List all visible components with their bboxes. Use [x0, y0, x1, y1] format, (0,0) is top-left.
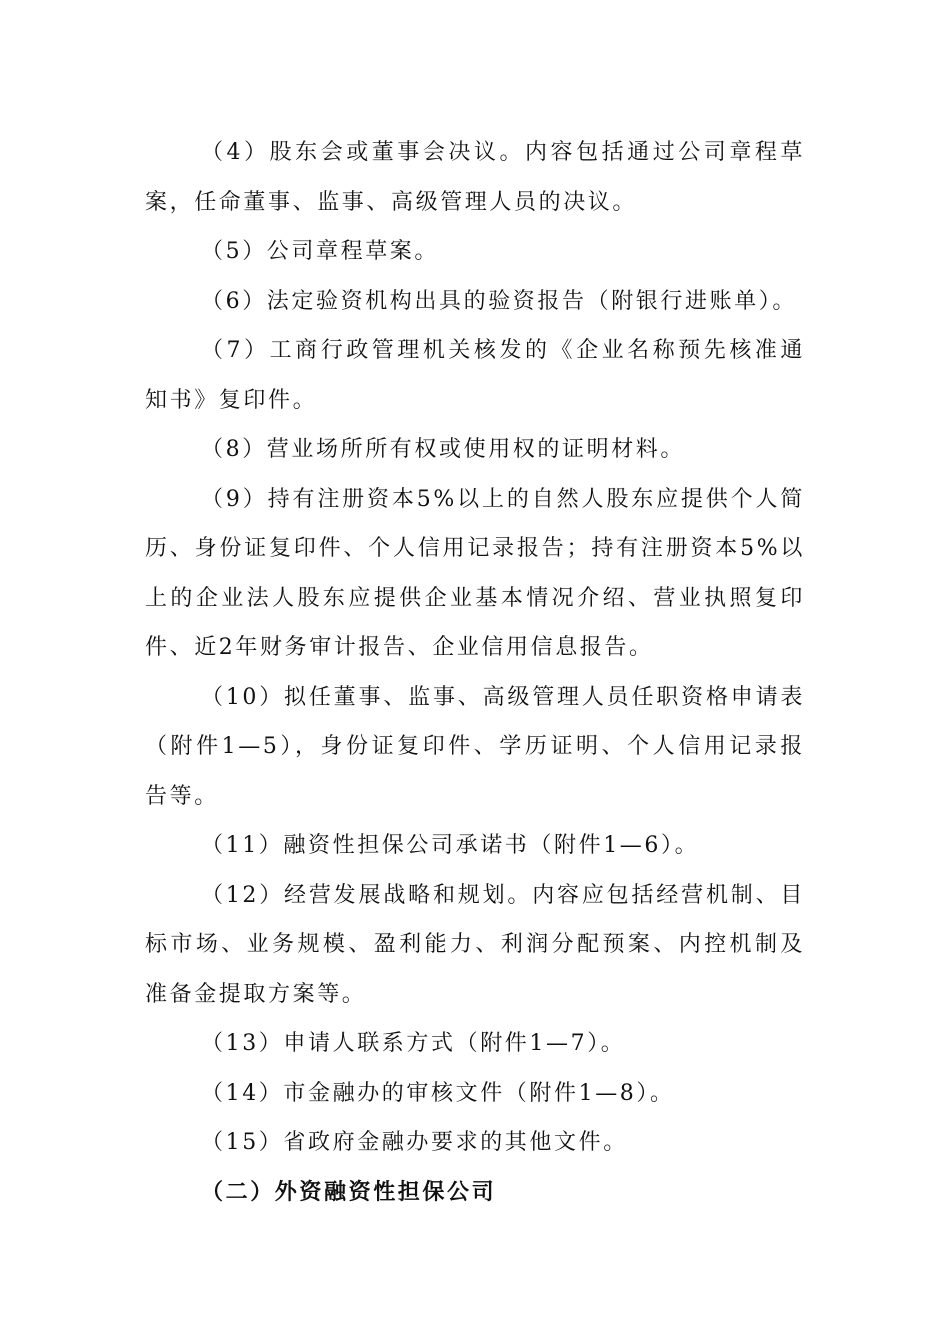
paragraph-item-8: （8）营业场所所有权或使用权的证明材料。	[201, 437, 685, 462]
paragraph-item-6: （6）法定验资机构出具的验资报告（附银行进账单）。	[201, 288, 797, 314]
document-body	[145, 128, 805, 1217]
paragraph-item-5: （5）公司章程草案。	[201, 239, 439, 264]
paragraph-item-4: （4）股东会或董事会决议。内容包括通过公司章程草案，任命董事、监事、高级管理人员的决议。	[145, 140, 805, 215]
paragraph-item-9: （9）持有注册资本5%以上的自然人股东应提供个人简历、身份证复印件、个人信用记录报告；持有注册资本5%以上的企业法人股东应提供企业基本情况介绍、营业执照复印件、近2年财务审计报告、企业信用信息报告。	[145, 486, 805, 660]
paragraph-item-15: （15）省政府金融办要求的其他文件。	[201, 1130, 628, 1155]
paragraph-item-13: （13）申请人联系方式（附件1—7）。	[201, 1031, 626, 1056]
paragraph-item-7: （7）工商行政管理机关核发的《企业名称预先核准通知书》复印件。	[145, 338, 805, 413]
section-heading: （二）外资融资性担保公司	[201, 1178, 497, 1205]
paragraph-item-10: （10）拟任董事、监事、高级管理人员任职资格申请表（附件1—5），身份证复印件、学历证明、个人信用记录报告等。	[145, 684, 805, 809]
paragraph-item-14: （14）市金融办的审核文件（附件1—8）。	[201, 1080, 675, 1106]
paragraph-item-12: （12）经营发展战略和规划。内容应包括经营机制、目标市场、业务规模、盈利能力、利润分配预案、内控机制及准备金提取方案等。	[145, 882, 805, 1007]
paragraph-item-11: （11）融资性担保公司承诺书（附件1—6）。	[201, 833, 700, 858]
